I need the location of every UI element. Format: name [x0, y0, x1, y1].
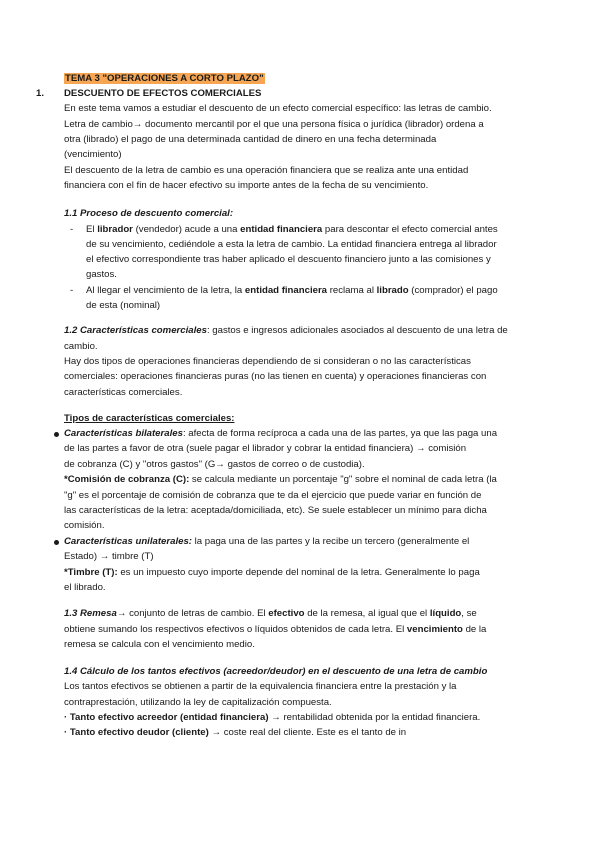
tipos-heading: Tipos de características comerciales: [64, 413, 235, 424]
list-item-line: gastos. [86, 269, 117, 280]
paragraph-line: El descuento de la letra de cambio es una operación financiera que se realiza ante una entidad [64, 165, 469, 176]
paragraph-line: características comerciales. [64, 387, 183, 398]
list-item-line: *Timbre (T): es un impuesto cuyo importe depende del nominal de la letra. Generalmente lo paga [64, 567, 480, 578]
bullet-icon [54, 540, 59, 545]
list-item-line: Características bilaterales: afecta de forma recíproca a cada una de las partes, ya que las paga una [64, 428, 498, 439]
list-item-line: el efectivo correspondiente tras haber aplicado el descuento financiero junto a las comisiones y [86, 254, 491, 265]
list-item-line: las características de la letra: aceptada/domiciliada, etc). Se suele establecer un mínimo para dicha [64, 505, 487, 516]
remesa-line: 1.3 Remesa→ conjunto de letras de cambio. El efectivo de la remesa, al igual que el líquido, se [64, 608, 477, 619]
list-item-line: de cobranza (C) y "otros gastos" (G→ gastos de correo o de custodia). [64, 459, 365, 470]
section-number: 1. [36, 88, 45, 99]
paragraph-line: Los tantos efectivos se obtienen a partir de la equivalencia financiera entre la prestación y la [64, 681, 457, 692]
paragraph-line: · Tanto efectivo deudor (cliente) → coste real del cliente. Este es el tanto de in [64, 727, 407, 738]
subsection-heading: 1.4 Cálculo de los tantos efectivos (acreedor/deudor) en el descuento de una letra de cambio [64, 666, 488, 677]
list-item-line: Estado) → timbre (T) [64, 551, 154, 562]
list-item-line: de las partes a favor de otra (suele pagar el librador y cobrar la entidad financiera) → comisión [64, 443, 467, 454]
paragraph-line: contraprestación, utilizando la ley de capitalización compuesta. [64, 697, 332, 708]
remesa-line: remesa se calcula con el vencimiento medio. [64, 639, 255, 650]
list-item-line: de su vencimiento, cediéndole a esta la letra de cambio. La entidad financiera entrega al librador [86, 239, 497, 250]
paragraph-line: cambio. [64, 341, 98, 352]
list-item-line: comisión. [64, 520, 105, 531]
document-title [64, 73, 265, 85]
remesa-line: obtiene sumando los respectivos efectivos o líquidos obtenidos de cada letra. El vencimiento de la [64, 624, 487, 635]
dash-marker: - [70, 224, 74, 235]
paragraph-line: Letra de cambio→ documento mercantil por el que una persona física o jurídica (librador) ordena a [64, 119, 484, 130]
paragraph-line: comerciales: operaciones financieras puras (no las tienen en cuenta) y operaciones financieras con [64, 371, 487, 382]
section-heading: DESCUENTO DE EFECTOS COMERCIALES [64, 88, 262, 99]
list-item-line: Al llegar el vencimiento de la letra, la entidad financiera reclama al librado (comprador) el pago [86, 285, 498, 296]
paragraph-line: En este tema vamos a estudiar el descuento de un efecto comercial específico: las letras de cambio. [64, 103, 492, 114]
paragraph-line: otra (librado) el pago de una determinada cantidad de dinero en una fecha determinada [64, 134, 437, 145]
paragraph-line: · Tanto efectivo acreedor (entidad financiera) → rentabilidad obtenida por la entidad financiera. [64, 712, 481, 723]
list-item-line: de esta (nominal) [86, 300, 161, 311]
subsection-heading: 1.2 Características comerciales: gastos e ingresos adicionales asociados al descuento de una letra de [64, 325, 508, 336]
paragraph-line: Hay dos tipos de operaciones financieras dependiendo de si consideran o no las características [64, 356, 471, 367]
list-item-line: el librado. [64, 582, 106, 593]
subsection-heading: 1.1 Proceso de descuento comercial: [64, 208, 234, 219]
list-item-line: Características unilaterales: la paga una de las partes y la recibe un tercero (generalmente el [64, 536, 470, 547]
bullet-icon [54, 432, 59, 437]
list-item-line: El librador (vendedor) acude a una entidad financiera para descontar el efecto comercial antes [86, 224, 498, 235]
title-highlight: TEMA 3 "OPERACIONES A CORTO PLAZO" [65, 73, 264, 84]
dash-marker: - [70, 285, 74, 296]
paragraph-line: (vencimiento) [64, 149, 122, 160]
list-item-line: "g" es el porcentaje de comisión de cobranza que te da el ejercicio que puede variar en función de [64, 490, 482, 501]
list-item-line: *Comisión de cobranza (C): se calcula mediante un porcentaje "g" sobre el nominal de cada letra (la [64, 474, 497, 485]
paragraph-line: financiera con el fin de hacer efectivo su importe antes de la fecha de su vencimiento. [64, 180, 429, 191]
